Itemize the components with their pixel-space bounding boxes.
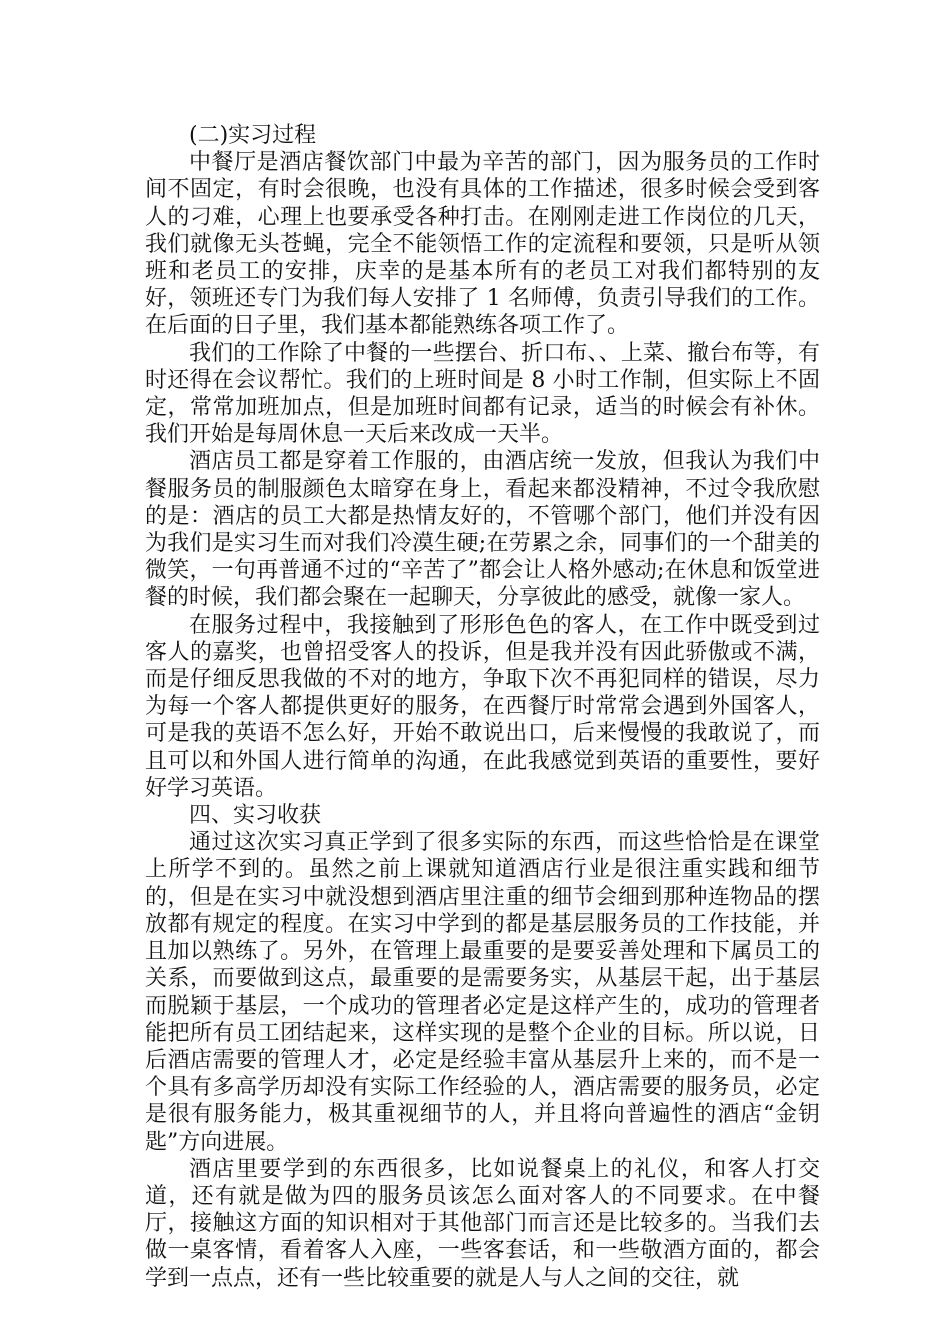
paragraph-etiquette: 酒店里要学到的东西很多，比如说餐桌上的礼仪，和客人打交道，还有就是做为四的服务员该怎么面对客人的不同要求。在中餐厅，接触这方面的知识相对于其他部门而言还是比较多的。当我们去做一桌客情，看着客人入座，一些客套话，和一些敬酒方面的，都会学到一点点，还有一些比较重要的就是人与人之间的交往，就 [145, 1156, 820, 1291]
document-body [145, 122, 820, 1292]
paragraph-work-duties: 我们的工作除了中餐的一些摆台、折口布、、上菜、撤台布等，有时还得在会议帮忙。我们的上班时间是 8 小时工作制，但实际上不固定，常常加班加点，但是加班时间都有记录，适当的时候会有补休。我们开始是每周休息一天后来改成一天半。 [145, 340, 820, 448]
paragraph-chinese-restaurant: 中餐厅是酒店餐饮部门中最为辛苦的部门，因为服务员的工作时间不固定，有时会很晚，也没有具体的工作描述，很多时候会受到客人的刁难，心理上也要承受各种打击。在刚刚走进工作岗位的几天，我们就像无头苍蝇，完全不能领悟工作的定流程和要领，只是听从领班和老员工的安排，庆幸的是基本所有的老员工对我们都特别的友好，领班还专门为我们每人安排了 1 名师傅，负责引导我们的工作。在后面的日子里，我们基本都能熟练各项工作了。 [145, 150, 820, 339]
paragraph-uniform-colleagues: 酒店员工都是穿着工作服的，由酒店统一发放，但我认为我们中餐服务员的制服颜色太暗穿在身上，看起来都没精神，不过令我欣慰的是：酒店的员工大都是热情友好的，不管哪个部门，他们并没有因为我们是实习生而对我们冷漠生硬;在劳累之余，同事们的一个甜美的微笑，一句再普通不过的“辛苦了”都会让人格外感动;在休息和饭堂进餐的时候，我们都会聚在一起聊天，分享彼此的感受，就像一家人。 [145, 449, 820, 611]
section-heading-practice-process: (二)实习过程 [189, 123, 317, 148]
paragraph-service-process: 在服务过程中，我接触到了形形色色的客人，在工作中既受到过客人的嘉奖，也曾招受客人的投诉，但是我并没有因此骄傲或不满，而是仔细反思我做的不对的地方，争取下次不再犯同样的错误，尽力为每一个客人都提供更好的服务，在西餐厅时常常会遇到外国客人，可是我的英语不怎么好，开始不敢说出口，后来慢慢的我敢说了，而且可以和外国人进行简单的沟通，在此我感觉到英语的重要性，要好好学习英语。 [145, 612, 820, 801]
section-heading-practice-gains: 四、实习收获 [189, 803, 322, 829]
paragraph-real-learning: 通过这次实习真正学到了很多实际的东西，而这些恰恰是在课堂上所学不到的。虽然之前上课就知道酒店行业是很注重实践和细节的，但是在实习中就没想到酒店里注重的细节会细到那种连物品的摆放都有规定的程度。在实习中学到的都是基层服务员的工作技能，并且加以熟练了。另外，在管理上最重要的是要妥善处理和下属员工的关系，而要做到这点，最重要的是需要务实，从基层干起，出于基层而脱颖于基层，一个成功的管理者必定是这样产生的，成功的管理者能把所有员工团结起来，这样实现的是整个企业的目标。所以说，日后酒店需要的管理人才，必定是经验丰富从基层升上来的，而不是一个具有多高学历却没有实际工作经验的人，酒店需要的服务员，必定是很有服务能力，极其重视细节的人，并且将向普遍性的酒店“金钥匙”方向进展。 [145, 830, 820, 1155]
